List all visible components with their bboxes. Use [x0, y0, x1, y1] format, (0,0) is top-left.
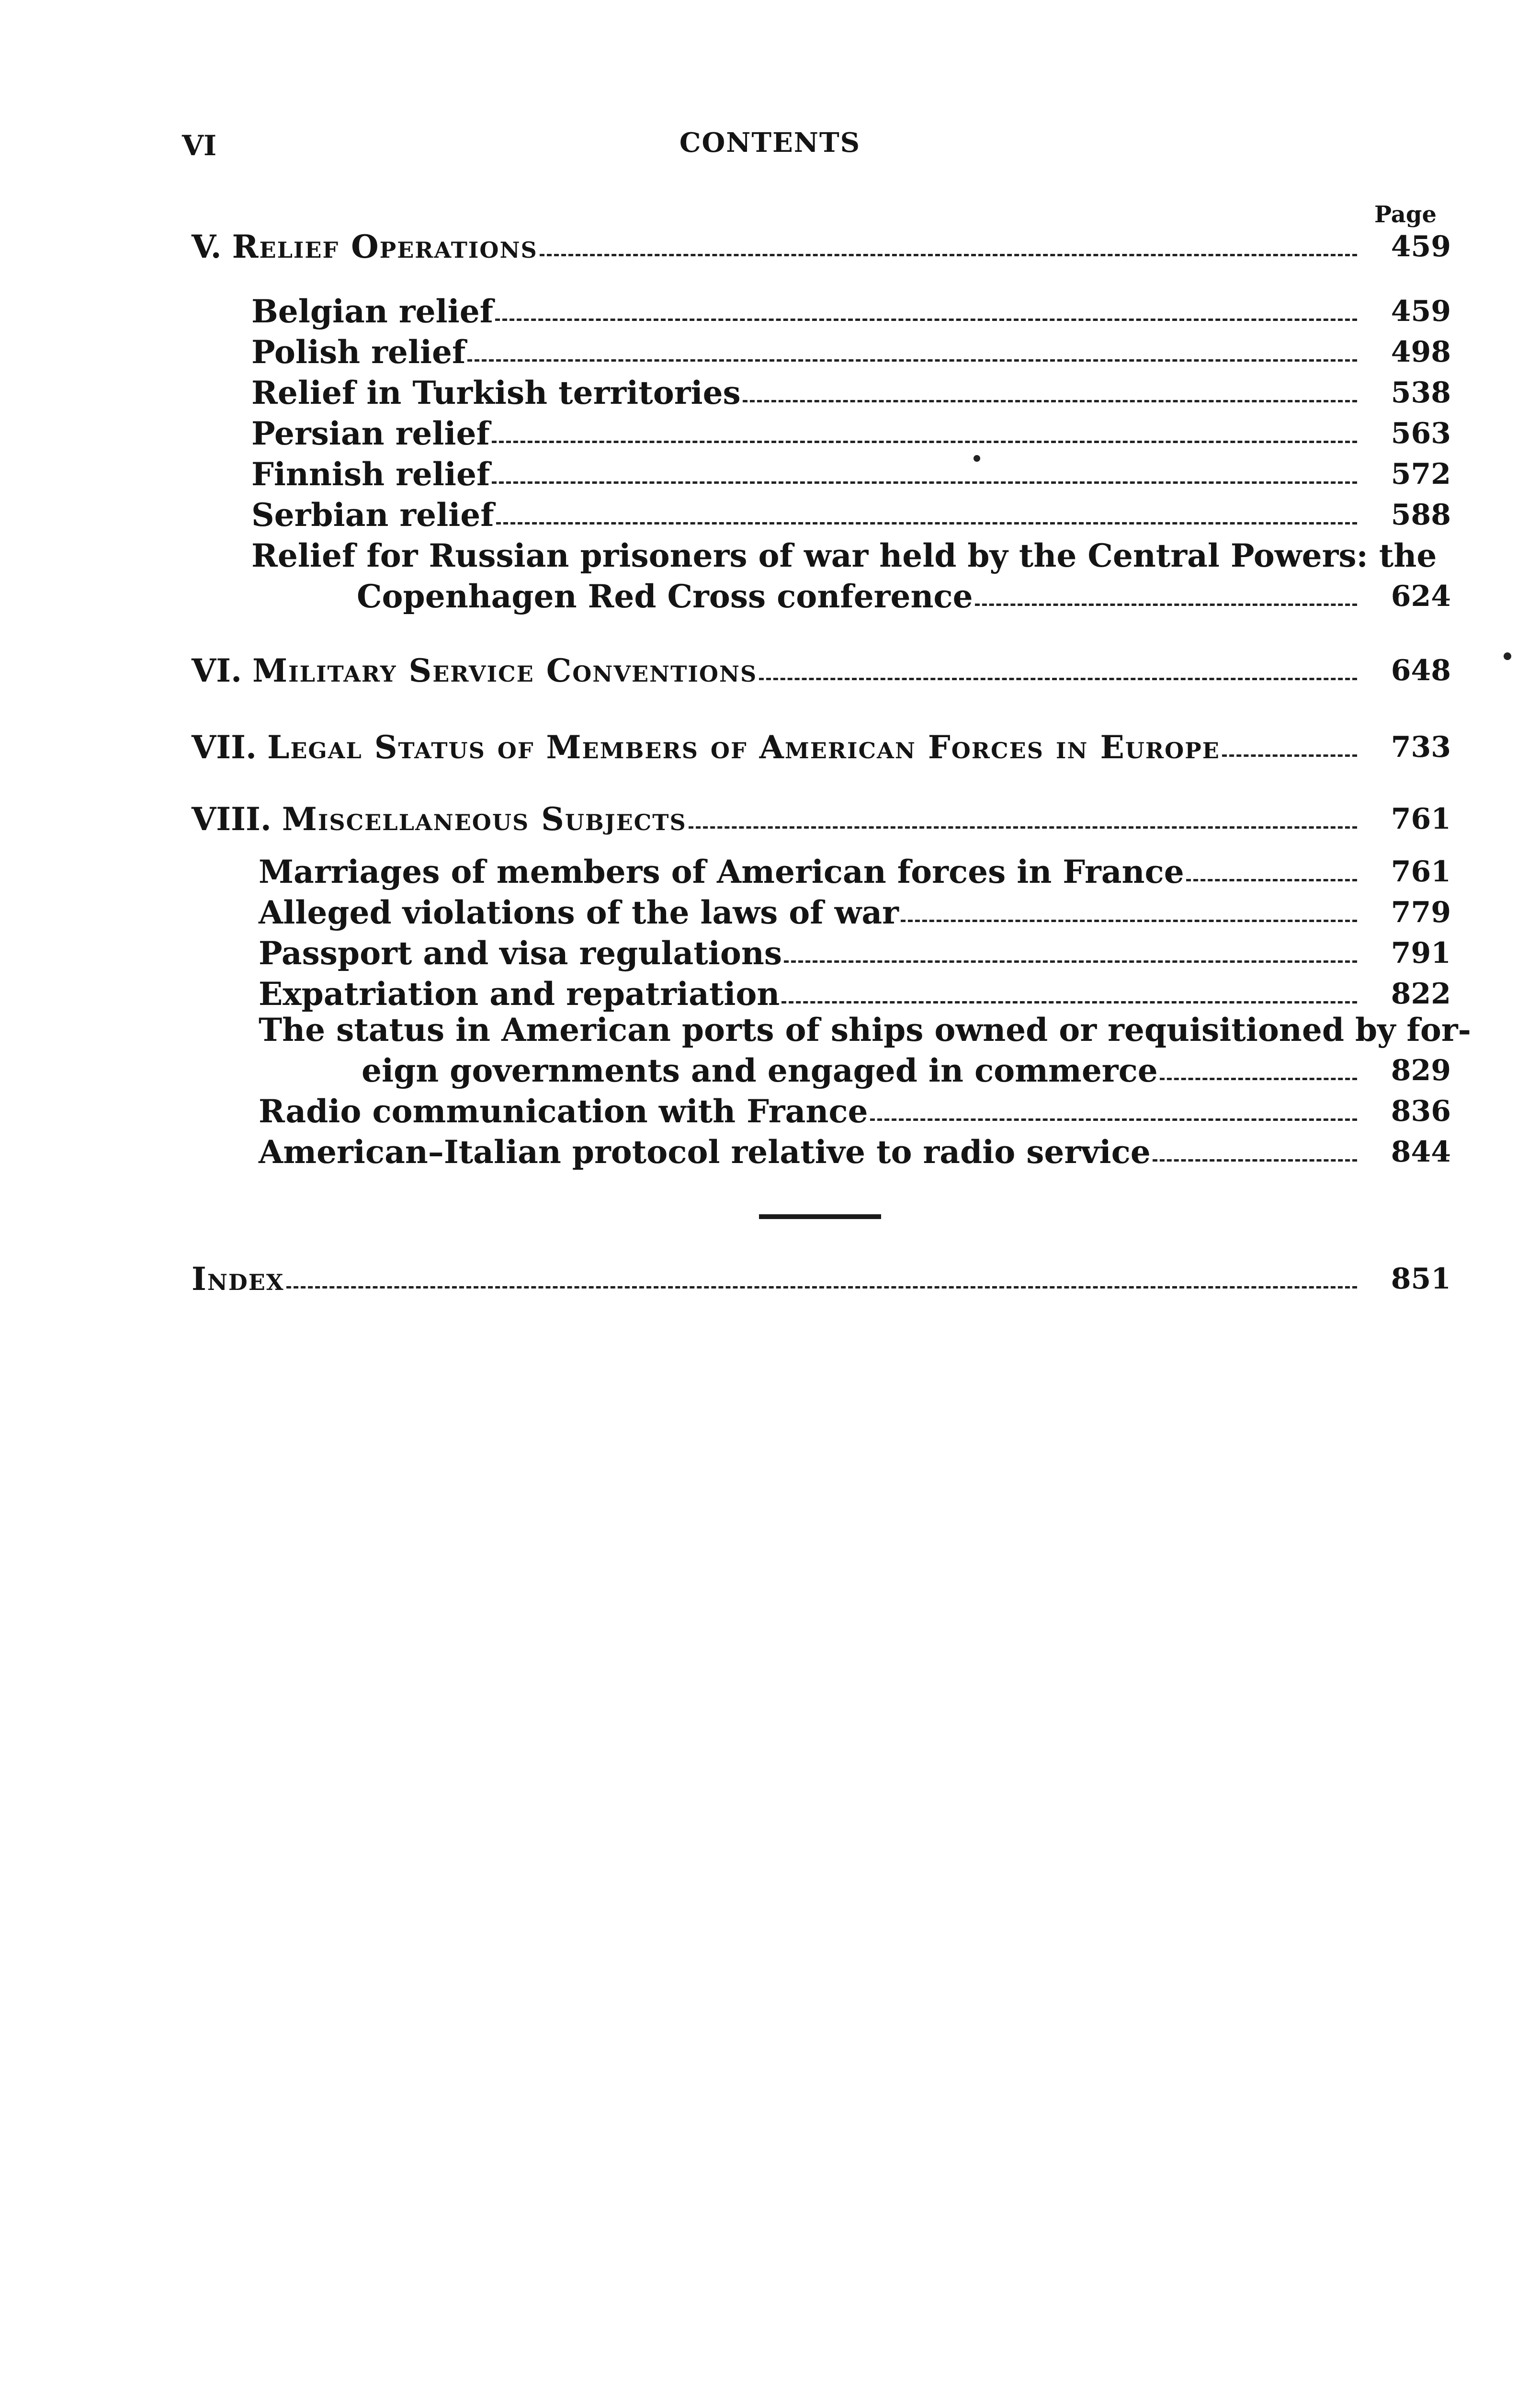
toc-entry-passport-visa[interactable]: [259, 934, 1451, 972]
toc-entry-turkish-relief[interactable]: [251, 374, 1451, 412]
entry-label: American–Italian protocol relative to radio service: [259, 1133, 1151, 1171]
section-number: VI.: [192, 652, 242, 689]
entry-label-line1: The status in American ports of ships owned or requisitioned by for-: [259, 1011, 1472, 1049]
dot-leader: [467, 359, 1357, 362]
section-title: Legal Status of Members of American Forces in Europe: [267, 729, 1220, 766]
toc-entry-polish-relief[interactable]: [251, 333, 1451, 371]
toc-entry-belgian-relief[interactable]: [251, 292, 1451, 331]
entry-label: Relief in Turkish territories: [251, 374, 741, 411]
section-title: Relief Operations: [232, 228, 538, 265]
page-number: 572: [1391, 457, 1451, 491]
section-entry-vi[interactable]: [192, 651, 1451, 690]
page-number: 836: [1391, 1095, 1451, 1128]
entry-label: Alleged violations of the laws of war: [259, 894, 899, 931]
page-number: 733: [1391, 730, 1451, 764]
page-number: 624: [1391, 580, 1451, 613]
section-entry-vii[interactable]: [192, 728, 1451, 766]
scan-speck: [1504, 652, 1511, 660]
page-number: 779: [1391, 896, 1451, 929]
dot-leader: [495, 319, 1357, 321]
toc-entry-expatriation[interactable]: [259, 975, 1451, 1013]
dot-leader: [540, 254, 1357, 256]
entry-label: Marriages of members of American forces in France: [259, 853, 1184, 890]
dot-leader: [781, 1001, 1357, 1004]
section-number: V.: [192, 228, 222, 265]
toc-entry-serbian-relief[interactable]: [251, 496, 1451, 534]
dot-leader: [901, 920, 1357, 922]
page-number: 563: [1391, 417, 1451, 450]
entry-label-line1: Relief for Russian prisoners of war held by the Central Powers: the: [251, 537, 1437, 574]
page-number: 588: [1391, 498, 1451, 532]
toc-entry-radio-france[interactable]: [259, 1092, 1451, 1130]
page-number: 761: [1391, 855, 1451, 889]
section-title: Miscellaneous Subjects: [282, 800, 687, 838]
page-number: 648: [1391, 654, 1451, 687]
dot-leader: [759, 678, 1357, 680]
page-number: 851: [1391, 1262, 1451, 1296]
entry-label: Belgian relief: [251, 293, 494, 330]
entry-label: Polish relief: [251, 333, 466, 371]
section-divider: [759, 1214, 881, 1219]
entry-label: Serbian relief: [251, 496, 494, 534]
entry-label: Passport and visa regulations: [259, 935, 782, 972]
entry-label: Persian relief: [251, 415, 490, 452]
scan-speck: [974, 455, 980, 462]
page-number: 459: [1391, 295, 1451, 328]
dot-leader: [743, 400, 1357, 402]
index-title: Index: [192, 1260, 284, 1298]
page-number: 761: [1391, 802, 1451, 836]
dot-leader: [286, 1286, 1357, 1289]
entry-label: Copenhagen Red Cross conference: [357, 578, 973, 615]
page-number: 459: [1391, 230, 1451, 263]
section-number: VII.: [192, 729, 257, 766]
index-entry[interactable]: [192, 1260, 1451, 1298]
toc-entry-laws-of-war[interactable]: [259, 893, 1451, 932]
dot-leader: [1186, 879, 1357, 881]
dot-leader: [492, 441, 1357, 443]
dot-leader: [689, 826, 1357, 829]
toc-entry-finnish-relief[interactable]: [251, 455, 1451, 493]
section-number: VIII.: [192, 800, 272, 838]
page-number: 822: [1391, 977, 1451, 1011]
toc-entry-marriages[interactable]: [259, 853, 1451, 891]
dot-leader: [870, 1118, 1358, 1121]
dot-leader: [1153, 1159, 1357, 1162]
dot-leader: [784, 960, 1357, 963]
section-entry-viii[interactable]: [192, 800, 1451, 838]
page-number: 829: [1391, 1054, 1451, 1087]
page-number: 844: [1391, 1135, 1451, 1169]
entry-label: eign governments and engaged in commerce: [362, 1052, 1158, 1089]
page-number: 498: [1391, 335, 1451, 369]
dot-leader: [975, 604, 1357, 606]
entry-label: Finnish relief: [251, 456, 490, 493]
toc-entry-copenhagen-conference[interactable]: [357, 577, 1451, 616]
page-title: CONTENTS: [679, 127, 861, 159]
page-number: 538: [1391, 376, 1451, 410]
folio-number: VI: [182, 129, 217, 162]
page-number: 791: [1391, 936, 1451, 970]
dot-leader: [1160, 1078, 1357, 1080]
section-title: Military Service Conventions: [252, 652, 758, 689]
section-entry-v[interactable]: [192, 228, 1451, 266]
toc-entry-persian-relief[interactable]: [251, 414, 1451, 453]
entry-label: Radio communication with France: [259, 1093, 868, 1130]
toc-entry-ship-status[interactable]: [362, 1051, 1451, 1090]
dot-leader: [492, 481, 1357, 484]
entry-label: Expatriation and repatriation: [259, 975, 780, 1013]
page-column-label: Page: [1374, 201, 1437, 228]
dot-leader: [496, 522, 1357, 525]
dot-leader: [1222, 754, 1357, 757]
toc-entry-radio-protocol[interactable]: [259, 1133, 1451, 1171]
